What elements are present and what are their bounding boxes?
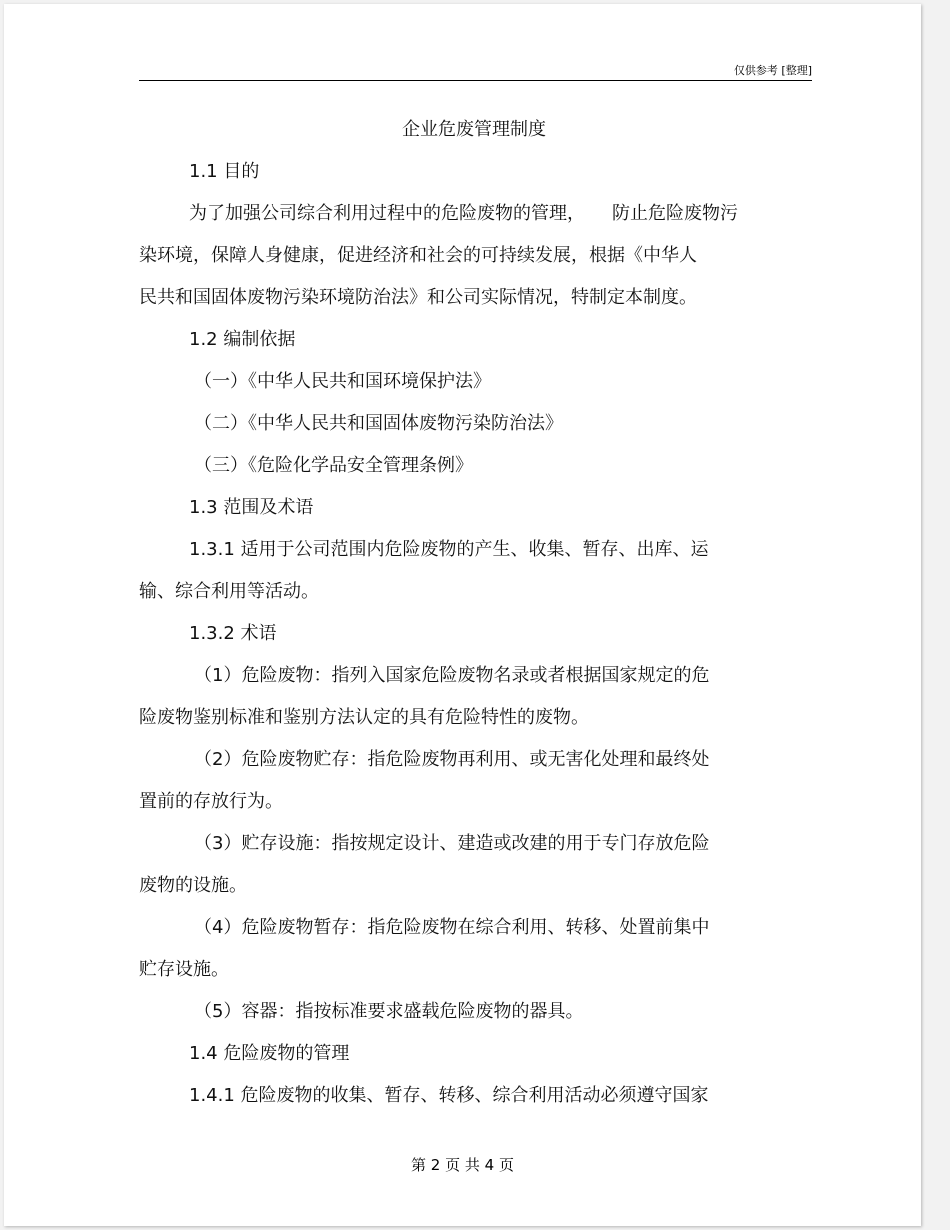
document-body [139, 109, 809, 1117]
definition-line: （5）容器：指按标准要求盛载危险废物的器具。 [194, 1001, 584, 1022]
definition-line: （4）危险废物暂存：指危险废物在综合利用、转移、处置前集中 [194, 917, 710, 938]
page-number: 第 2 页 共 4 页 [411, 1156, 514, 1174]
list-item: （二）《中华人民共和国固体废物污染防治法》 [194, 413, 563, 434]
document-page [4, 4, 921, 1226]
paragraph-line: 输、综合利用等活动。 [139, 581, 319, 602]
section-heading: 1.1 目的 [189, 161, 260, 182]
paragraph-line: 1.4.1 危险废物的收集、暂存、转移、综合利用活动必须遵守国家 [189, 1085, 709, 1106]
paragraph-line: 1.3.1 适用于公司范围内危险废物的产生、收集、暂存、出库、运 [189, 539, 709, 560]
list-item: （一）《中华人民共和国环境保护法》 [194, 371, 491, 392]
definition-line: （3）贮存设施：指按规定设计、建造或改建的用于专门存放危险 [194, 833, 710, 854]
definition-line: 废物的设施。 [139, 875, 247, 896]
definition-line: 置前的存放行为。 [139, 791, 283, 812]
section-heading: 1.2 编制依据 [189, 329, 296, 350]
definition-line: 贮存设施。 [139, 959, 229, 980]
document-title: 企业危废管理制度 [402, 119, 546, 140]
paragraph-line: 民共和国固体废物污染环境防治法》和公司实际情况，特制定本制度。 [139, 287, 697, 308]
definition-line: （2）危险废物贮存：指危险废物再利用、或无害化处理和最终处 [194, 749, 710, 770]
definition-line: （1）危险废物：指列入国家危险废物名录或者根据国家规定的危 [194, 665, 710, 686]
section-heading: 1.3 范围及术语 [189, 497, 314, 518]
section-heading: 1.3.2 术语 [189, 623, 277, 644]
paragraph-line: 染环境，保障人身健康，促进经济和社会的可持续发展，根据《中华人 [139, 245, 697, 266]
definition-line: 险废物鉴别标准和鉴别方法认定的具有危险特性的废物。 [139, 707, 589, 728]
paragraph-line: 为了加强公司综合利用过程中的危险废物的管理， 防止危险废物污 [189, 203, 738, 224]
list-item: （三）《危险化学品安全管理条例》 [194, 455, 473, 476]
section-heading: 1.4 危险废物的管理 [189, 1043, 350, 1064]
page-footer [4, 1154, 921, 1175]
page-header [139, 59, 812, 81]
header-note: 仅供参考 [整理] [733, 64, 812, 77]
